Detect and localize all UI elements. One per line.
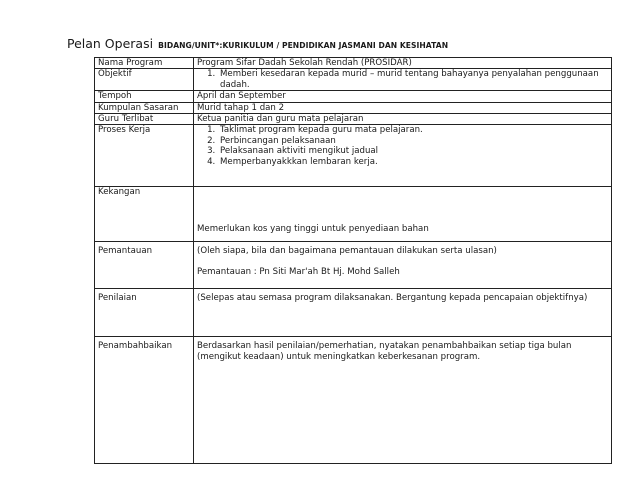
row-kekangan (95, 187, 612, 242)
label-penambahbaikan: Penambahbaikan (95, 337, 194, 464)
title-lead: Pelan Operasi (67, 36, 154, 51)
value-objektif (194, 69, 612, 91)
objektif-item: 1. Memberi kesedaran kepada murid – murid tentang bahayanya penyalahan penggunaan dadah. (218, 69, 608, 90)
value-penilaian: (Selepas atau semasa program dilaksanakan. Bergantung kepada pencapaian objektifnya) (194, 289, 612, 337)
value-kekangan: Memerlukan kos yang tinggi untuk penyediaan bahan (197, 224, 429, 235)
proses-kerja-list (197, 125, 608, 167)
row-kumpulan-sasaran (95, 102, 612, 113)
page-title (67, 33, 448, 52)
label-guru-terlibat: Guru Terlibat (95, 114, 194, 125)
label-nama-program: Nama Program (95, 58, 194, 69)
value-nama-program: Program Sifar Dadah Sekolah Rendah (PROSIDAR) (194, 58, 612, 69)
label-objektif: Objektif (95, 69, 194, 91)
value-guru-terlibat: Ketua panitia dan guru mata pelajaran (194, 114, 612, 125)
title-subtitle: BIDANG/UNIT*:KURIKULUM / PENDIDIKAN JASMANI DAN KESIHATAN (158, 41, 449, 50)
pemantauan-note: (Oleh siapa, bila dan bagaimana pemantauan dilakukan serta ulasan) (197, 246, 497, 257)
value-penambahbaikan: Berdasarkan hasil penilaian/pemerhatian, nyatakan penambahbaikan setiap tiga bulan (mengikut keadaan) untuk meningkatkan keberkesanan program. (194, 337, 612, 464)
proses-kerja-item: 4. Memperbanyakkkan lembaran kerja. (218, 157, 608, 167)
operation-plan-table (94, 57, 612, 464)
value-kumpulan-sasaran: Murid tahap 1 dan 2 (194, 102, 612, 113)
row-nama-program (95, 58, 612, 69)
label-proses-kerja: Proses Kerja (95, 125, 194, 187)
label-tempoh: Tempoh (95, 91, 194, 102)
row-objektif (95, 69, 612, 91)
value-proses-kerja (194, 125, 612, 187)
label-pemantauan: Pemantauan (95, 242, 194, 289)
label-penilaian: Penilaian (95, 289, 194, 337)
row-tempoh (95, 91, 612, 102)
row-penilaian (95, 289, 612, 337)
value-pemantauan (194, 242, 612, 289)
value-tempoh: April dan September (194, 91, 612, 102)
row-guru-terlibat (95, 114, 612, 125)
label-kumpulan-sasaran: Kumpulan Sasaran (95, 102, 194, 113)
row-proses-kerja (95, 125, 612, 187)
proses-kerja-item: 2. Perbincangan pelaksanaan (218, 136, 608, 146)
label-kekangan: Kekangan (95, 187, 194, 242)
proses-kerja-item: 1. Taklimat program kepada guru mata pelajaran. (218, 125, 608, 135)
objektif-list (197, 69, 608, 90)
row-penambahbaikan (95, 337, 612, 464)
value-kekangan-cell (194, 187, 612, 242)
row-pemantauan (95, 242, 612, 289)
pemantauan-person: Pemantauan : Pn Siti Mar'ah Bt Hj. Mohd Salleh (197, 266, 400, 277)
proses-kerja-item: 3. Pelaksanaan aktiviti mengikut jadual (218, 146, 608, 156)
